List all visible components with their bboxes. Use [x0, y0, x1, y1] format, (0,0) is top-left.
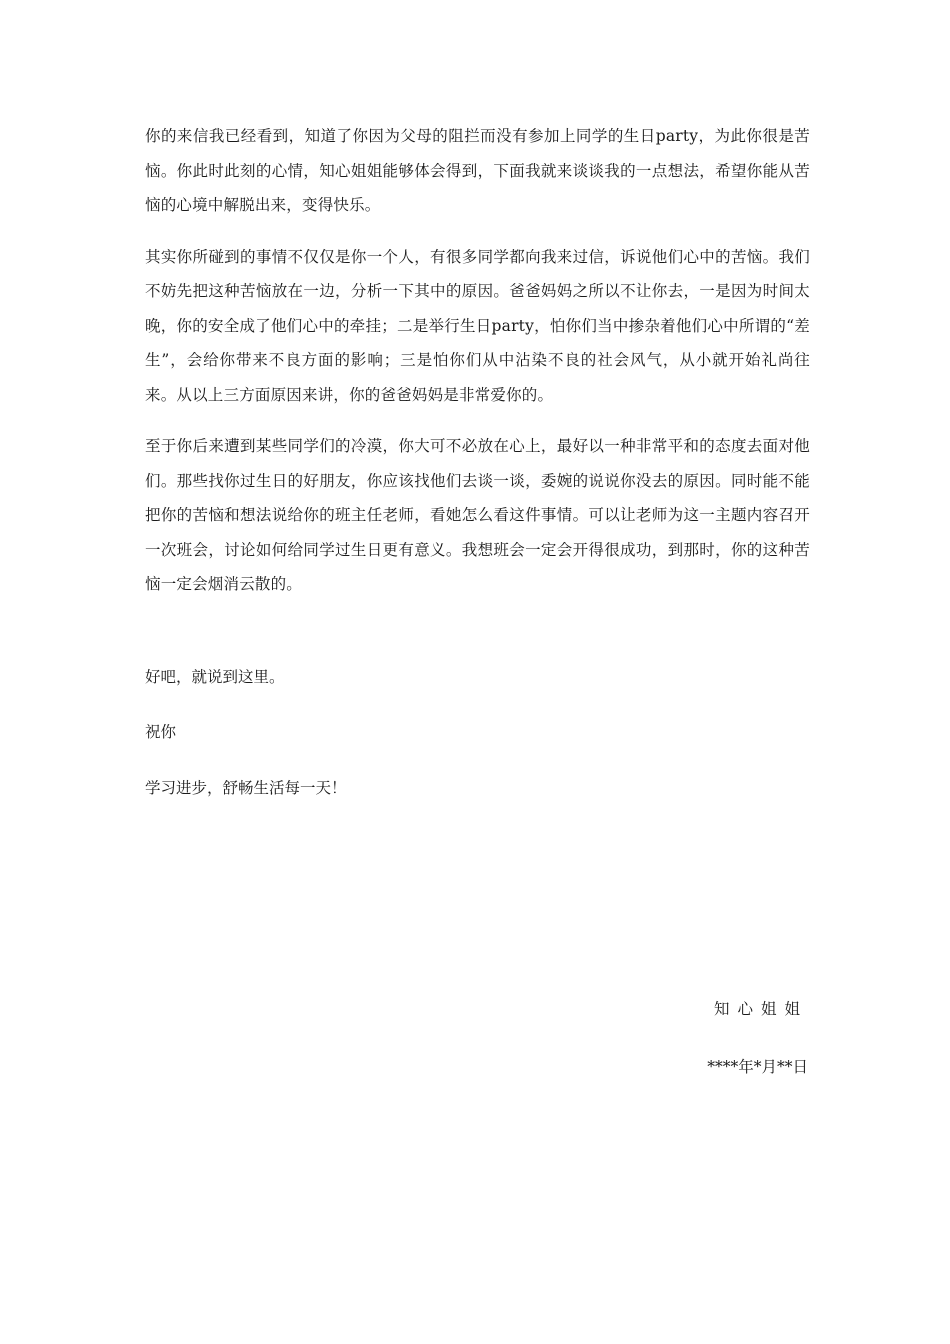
signature: 知心姐姐: [713, 1000, 808, 1018]
wish-text: 学习进步，舒畅生活每一天！: [145, 779, 347, 797]
letter-paragraph-3: 至于你后来遭到某些同学们的冷漠，你大可不必放在心上，最好以一种非常平和的态度去面对他们。那些找你过生日的好朋友，你应该找他们去谈一谈，委婉的说说你没去的原因。同时能不能把你的苦恼和想法说给你的班主任老师，看她怎么看这件事情。可以让老师为这一主题内容召开一次班会，讨论如何给同学过生日更有意义。我想班会一定会开得很成功，到那时，你的这种苦恼一定会烟消云散的。: [145, 437, 810, 593]
letter-body: [145, 119, 810, 619]
letter-date: ****年*月**日: [707, 1058, 808, 1076]
wish-intro: 祝你: [145, 723, 177, 741]
letter-paragraph-2: 其实你所碰到的事情不仅仅是你一个人，有很多同学都向我来过信，诉说他们心中的苦恼。我们不妨先把这种苦恼放在一边，分析一下其中的原因。爸爸妈妈之所以不让你去，一是因为时间太晚，你的安全成了他们心中的牵挂；二是举行生日party，怕你们当中掺杂着他们心中所谓的“差生”，会给你带来不良方面的影响；三是怕你们从中沾染不良的社会风气，从小就开始礼尚往来。从以上三方面原因来讲，你的爸爸妈妈是非常爱你的。: [145, 247, 810, 404]
letter-paragraph-1: 你的来信我已经看到，知道了你因为父母的阻拦而没有参加上同学的生日party，为此你很是苦恼。你此时此刻的心情，知心姐姐能够体会得到，下面我就来谈谈我的一点想法，希望你能从苦恼的心境中解脱出来，变得快乐。: [145, 127, 810, 214]
closing-line: 好吧，就说到这里。: [145, 668, 285, 686]
